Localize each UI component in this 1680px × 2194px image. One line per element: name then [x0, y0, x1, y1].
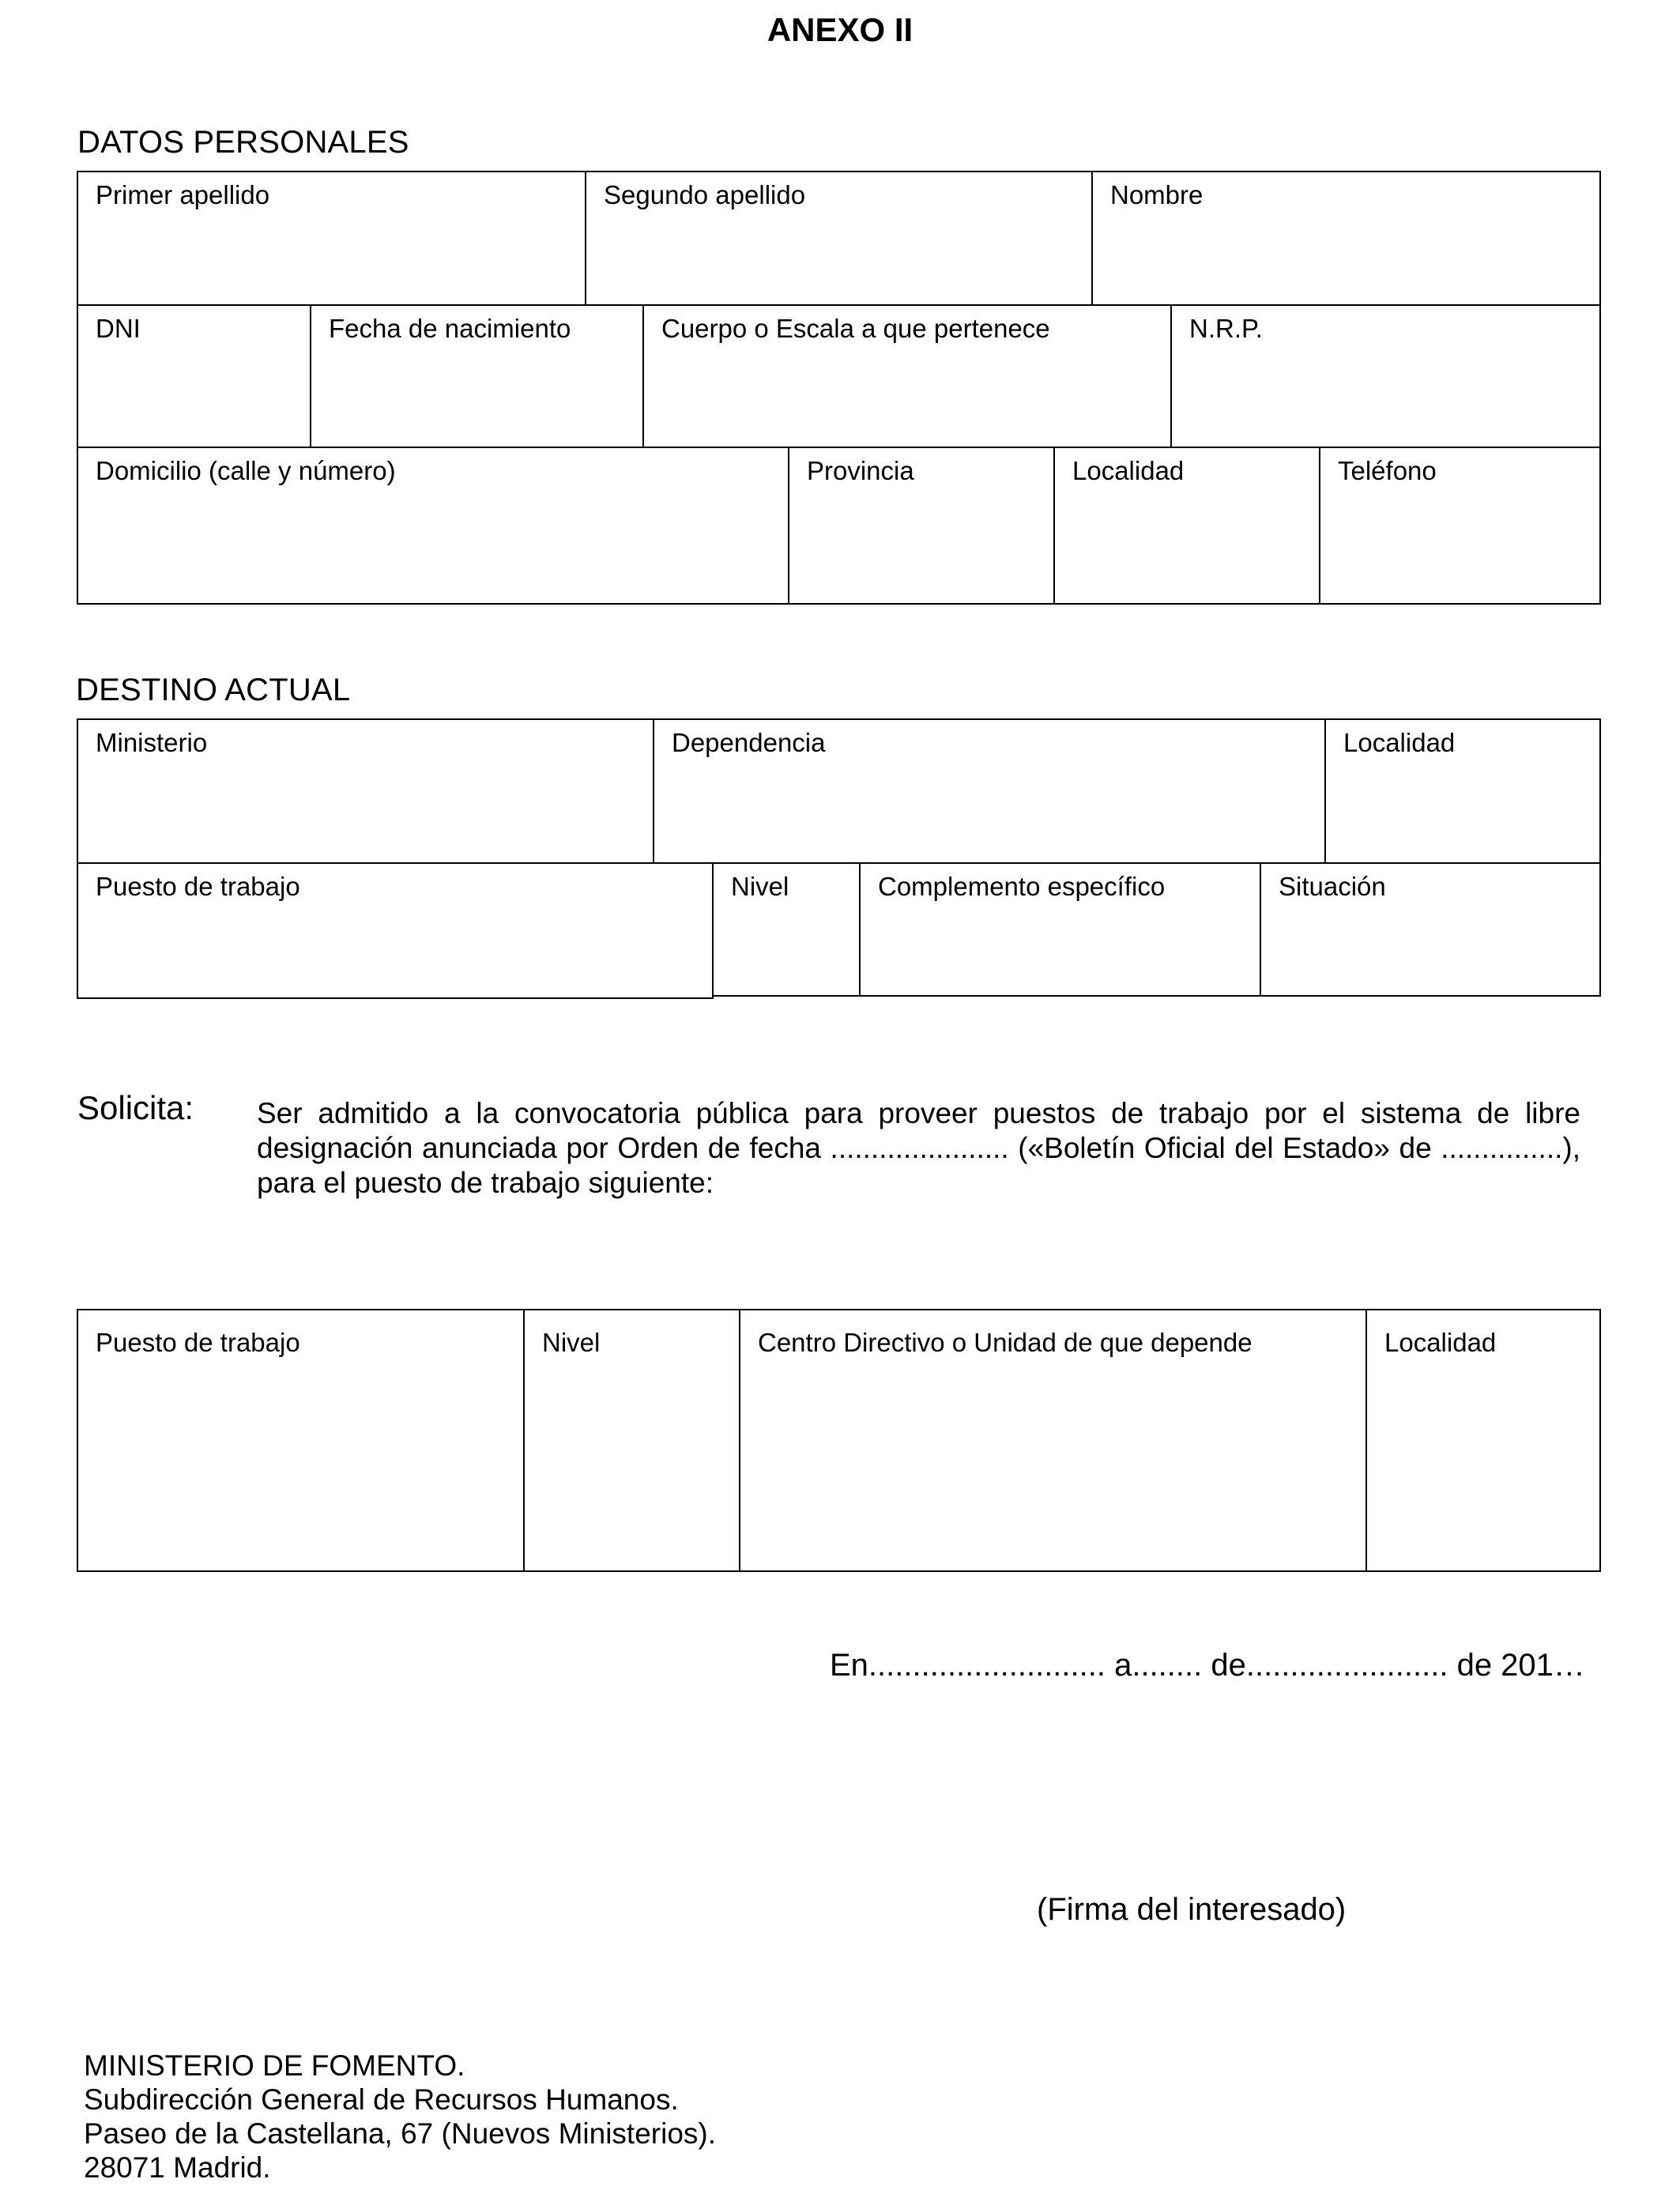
address-line: 28071 Madrid.: [84, 2151, 271, 2184]
field-label: Nivel: [731, 872, 789, 901]
section-title-personal: DATOS PERSONALES: [77, 125, 409, 160]
field-domicilio[interactable]: [77, 447, 789, 605]
field-cuerpo-escala[interactable]: [642, 304, 1172, 448]
field-label: Puesto de trabajo: [96, 872, 300, 901]
solicita-line: para el puesto de trabajo siguiente:: [257, 1167, 714, 1199]
field-label: N.R.P.: [1189, 314, 1263, 343]
address-line: MINISTERIO DE FOMENTO.: [84, 2049, 465, 2082]
field-telefono[interactable]: [1319, 447, 1601, 605]
solicita-line: designación anunciada por Orden de fecha ...................... («Boletín Oficial del Estado» de ...............),: [257, 1132, 1580, 1164]
field-label: Localidad: [1384, 1328, 1497, 1357]
solicita-line: Ser admitido a la convocatoria pública para proveer puestos de trabajo por el sistema de libre: [257, 1097, 1580, 1129]
field-label: Segundo apellido: [604, 180, 806, 209]
date-line: En........................... a........ de....................... de 201…: [830, 1648, 1585, 1683]
field-label: Localidad: [1343, 728, 1456, 757]
field-nrp[interactable]: [1170, 304, 1601, 448]
address-line: Subdirección General de Recursos Humanos.: [84, 2083, 679, 2116]
field-solicitado-centro[interactable]: [739, 1309, 1367, 1572]
field-fecha-nacimiento[interactable]: [310, 304, 644, 448]
field-segundo-apellido[interactable]: [585, 171, 1093, 306]
field-label: Situación: [1279, 872, 1386, 901]
signature-caption: (Firma del interesado): [1037, 1892, 1347, 1927]
field-localidad[interactable]: [1053, 447, 1320, 605]
field-nivel[interactable]: [712, 862, 861, 997]
field-solicitado-puesto[interactable]: [77, 1309, 525, 1572]
field-label: Localidad: [1072, 456, 1185, 485]
field-situacion[interactable]: [1260, 862, 1601, 997]
field-provincia[interactable]: [788, 447, 1055, 605]
field-label: Puesto de trabajo: [96, 1328, 300, 1357]
field-solicitado-localidad[interactable]: [1365, 1309, 1601, 1572]
document-title: ANEXO II: [767, 11, 913, 48]
field-label: Dependencia: [672, 728, 826, 757]
field-complemento[interactable]: [859, 862, 1261, 997]
field-label: Nombre: [1110, 180, 1203, 209]
field-ministerio[interactable]: [77, 718, 654, 864]
field-dni[interactable]: [77, 304, 311, 448]
solicita-paragraph: [257, 1096, 1580, 1201]
field-destino-localidad[interactable]: [1324, 718, 1601, 864]
section-title-destino: DESTINO ACTUAL: [76, 673, 351, 707]
field-label: DNI: [96, 314, 141, 343]
field-label: Centro Directivo o Unidad de que depende: [758, 1328, 1252, 1357]
field-solicitado-nivel[interactable]: [523, 1309, 740, 1572]
field-label: Domicilio (calle y número): [96, 456, 396, 485]
recipient-address: [84, 2049, 716, 2185]
field-primer-apellido[interactable]: [77, 171, 586, 306]
field-label: Nivel: [542, 1328, 601, 1357]
field-dependencia[interactable]: [653, 718, 1326, 864]
field-label: Cuerpo o Escala a que pertenece: [661, 314, 1050, 343]
field-label: Complemento específico: [878, 872, 1166, 901]
field-label: Ministerio: [96, 728, 208, 757]
field-label: Provincia: [807, 456, 914, 485]
address-line: Paseo de la Castellana, 67 (Nuevos Ministerios).: [84, 2117, 716, 2150]
field-label: Fecha de nacimiento: [329, 314, 571, 343]
field-nombre[interactable]: [1091, 171, 1601, 306]
field-label: Teléfono: [1338, 456, 1437, 485]
field-puesto-trabajo[interactable]: [77, 862, 714, 999]
solicita-label: Solicita:: [77, 1089, 194, 1126]
field-label: Primer apellido: [96, 180, 270, 209]
